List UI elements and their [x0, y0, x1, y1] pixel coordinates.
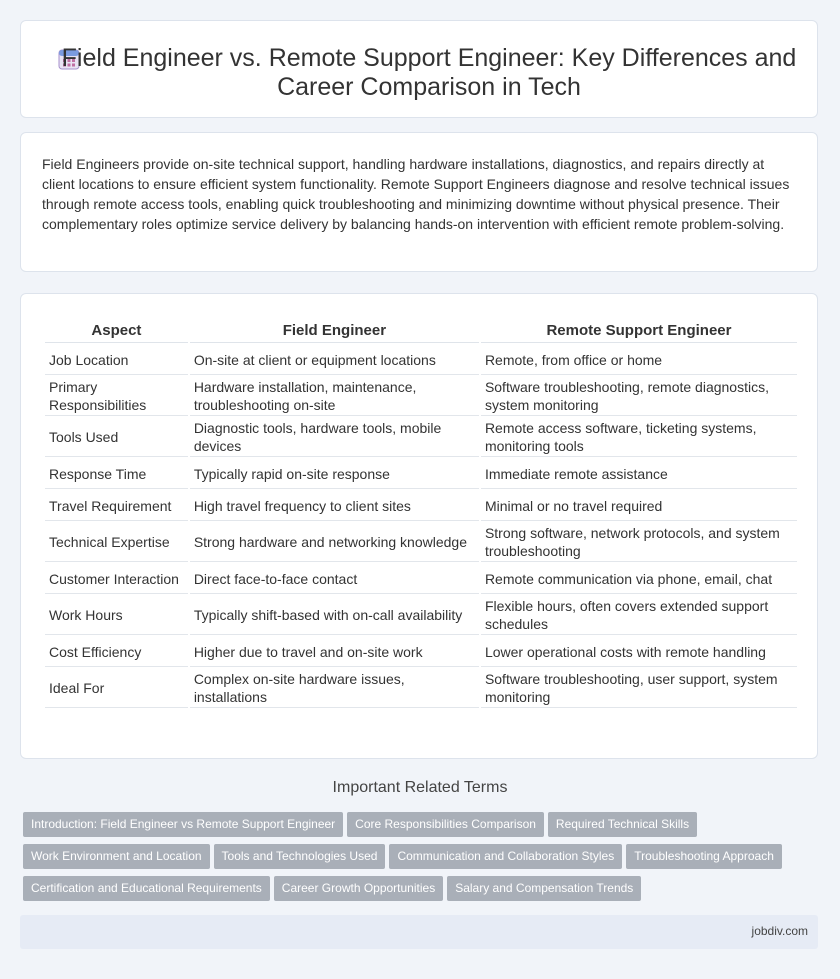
aspect-cell: Technical Expertise	[45, 523, 188, 562]
field-engineer-cell: Diagnostic tools, hardware tools, mobile devices	[190, 418, 479, 457]
related-term-tag[interactable]: Tools and Technologies Used	[214, 844, 386, 869]
summary-text: Field Engineers provide on-site technical support, handling hardware installations, diagnostics, and repairs directly at client locations to ensure efficient system functionality. Remote Support Engineers diagnose and resolve technical issues through remote access tools, enabling quick troubleshooting and minimizing downtime without physical presence. Their complementary roles optimize service delivery by balancing hands-on intervention with efficient remote problem-solving.	[42, 156, 790, 232]
aspect-cell: Customer Interaction	[45, 564, 188, 594]
aspect-cell: Cost Efficiency	[45, 637, 188, 667]
aspect-cell: Work Hours	[45, 596, 188, 635]
remote-support-cell: Remote, from office or home	[481, 345, 797, 375]
aspect-cell: Tools Used	[45, 418, 188, 457]
field-engineer-cell: Hardware installation, maintenance, troubleshooting on-site	[190, 377, 479, 416]
comparison-table-card	[20, 293, 818, 759]
summary-card	[20, 132, 818, 272]
field-engineer-cell: Higher due to travel and on-site work	[190, 637, 479, 667]
field-engineer-cell: High travel frequency to client sites	[190, 491, 479, 521]
header-aspect: Aspect	[45, 318, 188, 343]
field-engineer-cell: Complex on-site hardware issues, installations	[190, 669, 479, 708]
aspect-cell: Response Time	[45, 459, 188, 489]
field-engineer-cell: Typically shift-based with on-call availability	[190, 596, 479, 635]
aspect-cell: Ideal For	[45, 669, 188, 708]
header-field-engineer: Field Engineer	[190, 318, 479, 343]
related-term-tag[interactable]: Communication and Collaboration Styles	[389, 844, 622, 869]
footer-site-link[interactable]: jobdiv.com	[751, 924, 808, 938]
table-row	[45, 345, 797, 375]
remote-support-cell: Flexible hours, often covers extended support schedules	[481, 596, 797, 635]
remote-support-cell: Lower operational costs with remote handling	[481, 637, 797, 667]
related-term-tag[interactable]: Core Responsibilities Comparison	[347, 812, 544, 837]
field-engineer-cell: Strong hardware and networking knowledge	[190, 523, 479, 562]
field-engineer-cell: Direct face-to-face contact	[190, 564, 479, 594]
header-remote-support-engineer: Remote Support Engineer	[481, 318, 797, 343]
remote-support-cell: Strong software, network protocols, and system troubleshooting	[481, 523, 797, 562]
remote-support-cell: Software troubleshooting, user support, system monitoring	[481, 669, 797, 708]
table-row	[45, 418, 797, 457]
remote-support-cell: Remote communication via phone, email, chat	[481, 564, 797, 594]
remote-support-cell: Software troubleshooting, remote diagnostics, system monitoring	[481, 377, 797, 416]
table-row	[45, 564, 797, 594]
related-term-tag[interactable]: Introduction: Field Engineer vs Remote Support Engineer	[23, 812, 343, 837]
title-card	[20, 20, 818, 118]
related-term-tag[interactable]: Work Environment and Location	[23, 844, 210, 869]
table-row	[45, 596, 797, 635]
footer-bar	[20, 915, 818, 949]
remote-support-cell: Minimal or no travel required	[481, 491, 797, 521]
table-row	[45, 491, 797, 521]
table-row	[45, 377, 797, 416]
related-term-tag[interactable]: Salary and Compensation Trends	[447, 876, 641, 901]
aspect-cell: Job Location	[45, 345, 188, 375]
related-terms-tags	[23, 812, 813, 908]
table-header-row	[45, 318, 797, 343]
table-row	[45, 669, 797, 708]
page-title: Field Engineer vs. Remote Support Engineer: Key Differences and Career Comparison in Tech	[61, 44, 797, 101]
related-term-tag[interactable]: Troubleshooting Approach	[626, 844, 782, 869]
field-engineer-cell: Typically rapid on-site response	[190, 459, 479, 489]
comparison-table	[43, 316, 799, 710]
related-term-tag[interactable]: Certification and Educational Requirements	[23, 876, 270, 901]
field-engineer-cell: On-site at client or equipment locations	[190, 345, 479, 375]
table-row	[45, 523, 797, 562]
table-row	[45, 459, 797, 489]
aspect-cell: Primary Responsibilities	[45, 377, 188, 416]
remote-support-cell: Immediate remote assistance	[481, 459, 797, 489]
related-terms-heading: Important Related Terms	[332, 779, 508, 796]
related-term-tag[interactable]: Required Technical Skills	[548, 812, 697, 837]
related-term-tag[interactable]: Career Growth Opportunities	[274, 876, 443, 901]
remote-support-cell: Remote access software, ticketing systems, monitoring tools	[481, 418, 797, 457]
table-row	[45, 637, 797, 667]
aspect-cell: Travel Requirement	[45, 491, 188, 521]
